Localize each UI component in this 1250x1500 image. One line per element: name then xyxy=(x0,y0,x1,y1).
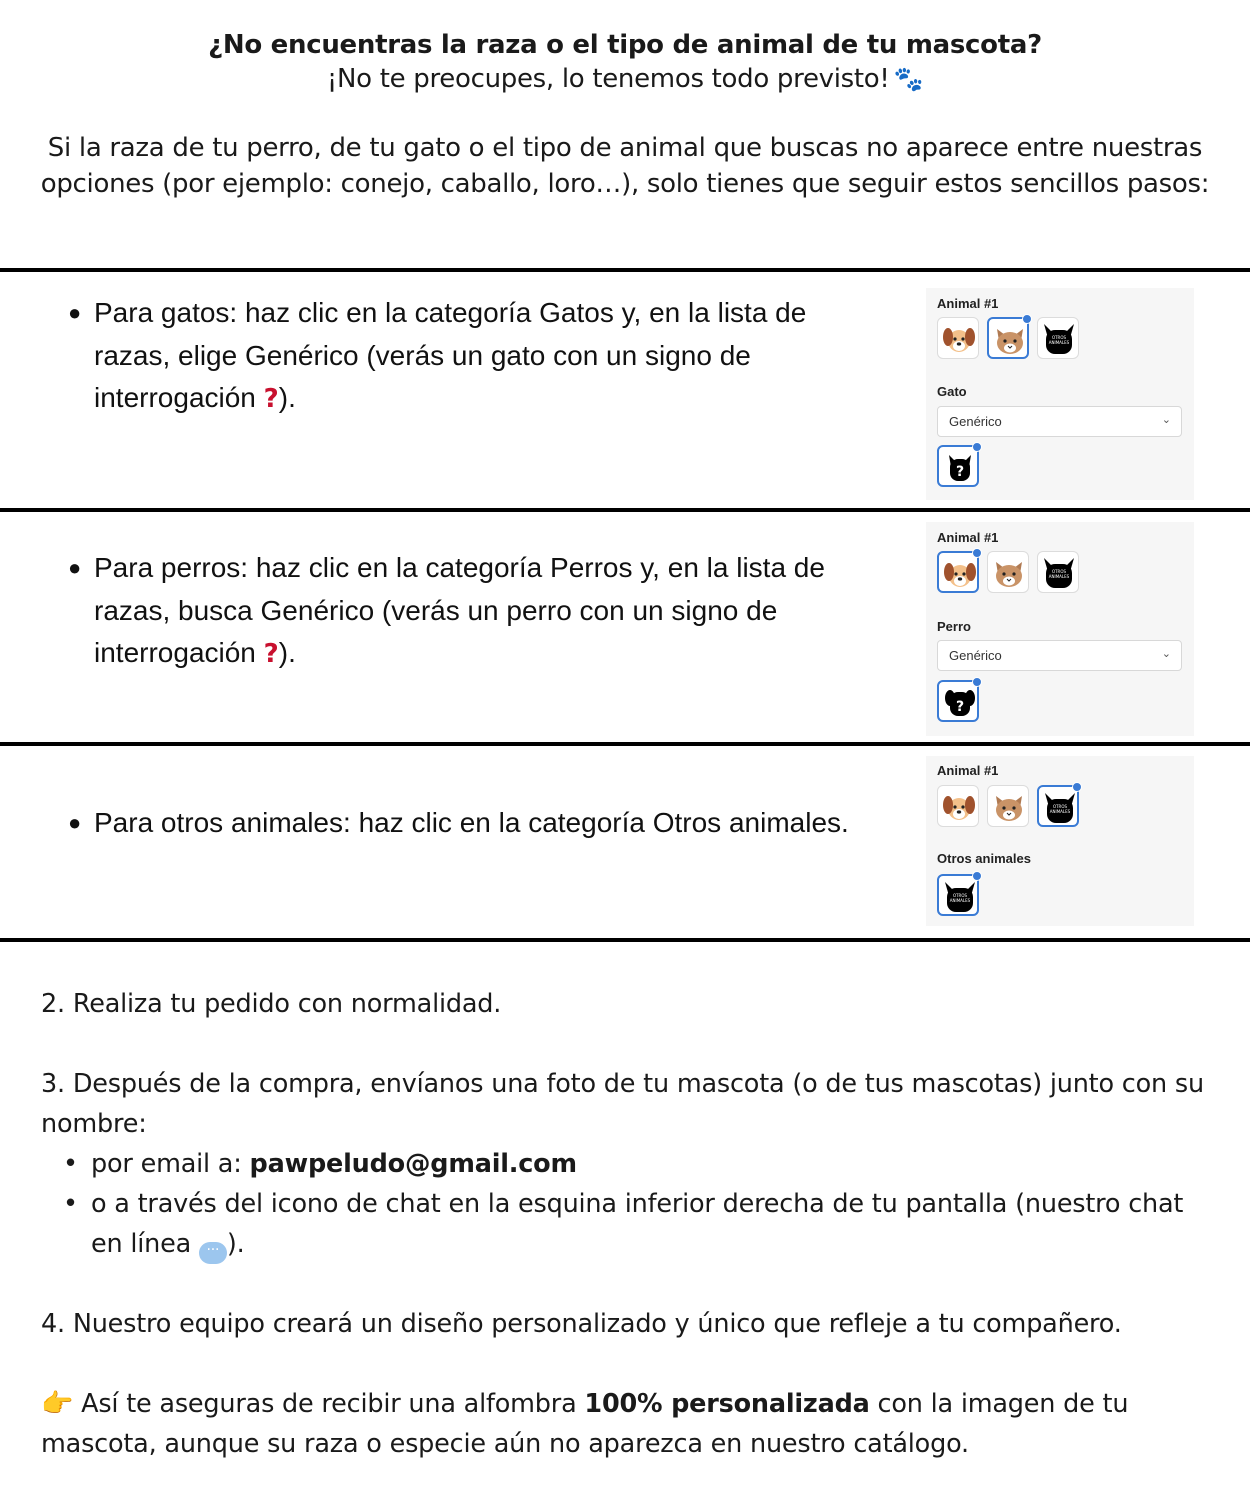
dog-selector-panel xyxy=(926,522,1194,736)
pointing-hand-icon: 👉 xyxy=(41,1389,74,1419)
svg-text:ANIMALES: ANIMALES xyxy=(1048,340,1070,345)
step-4: 4. Nuestro equipo creará un diseño personalizado y único que refleje a tu compañero. xyxy=(41,1309,1122,1339)
animal-label: Animal #1 xyxy=(937,763,999,778)
svg-text:OTROS: OTROS xyxy=(1052,804,1068,809)
divider xyxy=(0,938,1250,942)
bullet: ● xyxy=(68,300,82,325)
animal-label: Animal #1 xyxy=(937,530,999,545)
dog-category-tile[interactable] xyxy=(937,785,979,827)
paw-prints-icon: 🐾 xyxy=(893,65,924,93)
cat-face-icon xyxy=(991,321,1029,359)
cat-face-icon xyxy=(990,788,1028,826)
svg-text:OTROS: OTROS xyxy=(1051,335,1067,340)
other-animals-selected-tile[interactable] xyxy=(937,874,979,916)
step-3: 3. Después de la compra, envíanos una foto de tu mascota (o de tus mascotas) junto con su nombre: xyxy=(41,1069,1204,1139)
dog-category-tile[interactable] xyxy=(937,317,979,359)
breed-select[interactable] xyxy=(937,640,1182,671)
dog-face-icon xyxy=(940,788,978,826)
question-mark-icon: ? xyxy=(263,384,279,414)
svg-text:?: ? xyxy=(955,699,965,715)
svg-text:OTROS: OTROS xyxy=(952,893,968,898)
bullet: ● xyxy=(68,555,82,580)
other-animals-tile[interactable] xyxy=(1037,785,1079,827)
subtitle-text: ¡No te preocupes, lo tenemos todo previsto! xyxy=(326,64,890,94)
header xyxy=(0,28,1250,202)
divider xyxy=(0,508,1250,512)
cat-category-tile[interactable] xyxy=(987,551,1029,593)
other-animals-icon xyxy=(941,878,979,916)
other-animals-tile[interactable] xyxy=(1037,317,1079,359)
category-label: Gato xyxy=(937,384,967,399)
generic-dog-tile[interactable] xyxy=(937,680,979,722)
email-link[interactable]: pawpeludo@gmail.com xyxy=(249,1149,577,1179)
step-others-text: ● Para otros animales: haz clic en la categoría Otros animales. xyxy=(68,802,858,845)
page-title: ¿No encuentras la raza o el tipo de animal de tu mascota? xyxy=(208,30,1042,60)
dog-face-icon xyxy=(941,555,979,593)
other-animals-icon xyxy=(1041,789,1079,827)
breed-select[interactable] xyxy=(937,406,1182,437)
other-animals-tile[interactable] xyxy=(1037,551,1079,593)
category-label: Otros animales xyxy=(937,851,1031,866)
svg-text:?: ? xyxy=(955,464,965,480)
svg-text:ANIMALES: ANIMALES xyxy=(1049,809,1071,814)
svg-text:OTROS: OTROS xyxy=(1051,569,1067,574)
cat-category-tile[interactable] xyxy=(987,317,1029,359)
bullet: ● xyxy=(68,810,82,835)
lower-steps xyxy=(41,984,1221,1464)
svg-text:ANIMALES: ANIMALES xyxy=(1048,574,1070,579)
dog-category-tile[interactable] xyxy=(937,551,979,593)
cat-face-icon xyxy=(990,554,1028,592)
intro-paragraph: Si la raza de tu perro, de tu gato o el tipo de animal que buscas no aparece entre nuestras opciones (por ejemplo: conejo, caballo, loro…), solo tienes que seguir estos sencillos pasos: xyxy=(40,133,1210,199)
other-animals-icon xyxy=(1040,554,1078,592)
cat-selector-panel xyxy=(926,288,1194,500)
bullet: • xyxy=(63,1189,78,1219)
bullet: • xyxy=(63,1149,78,1179)
svg-text:ANIMALES: ANIMALES xyxy=(949,898,971,903)
divider xyxy=(0,268,1250,272)
step-2: 2. Realiza tu pedido con normalidad. xyxy=(41,989,502,1019)
select-value: Genérico xyxy=(949,414,1002,429)
dog-face-icon xyxy=(940,320,978,358)
generic-cat-tile[interactable] xyxy=(937,445,979,487)
other-animals-icon xyxy=(1040,320,1078,358)
step-dogs-text: ● Para perros: haz clic en la categoría Perros y, en la lista de razas, busca Genérico (verás un perro con un signo de interrogación ?). xyxy=(68,547,858,676)
cat-category-tile[interactable] xyxy=(987,785,1029,827)
page-subtitle xyxy=(0,62,1250,96)
divider xyxy=(0,742,1250,746)
question-mark-icon: ? xyxy=(263,639,279,669)
chevron-down-icon: ⌄ xyxy=(1161,414,1171,426)
category-label: Perro xyxy=(937,619,971,634)
final-note: 👉 Así te aseguras de recibir una alfombra 100% personalizada con la imagen de tu mascota, aunque su raza o especie aún no aparezca en nuestro catálogo. xyxy=(41,1384,1221,1464)
email-item: • por email a: pawpeludo@gmail.com xyxy=(41,1144,1221,1184)
generic-dog-icon xyxy=(941,684,979,722)
select-value: Genérico xyxy=(949,648,1002,663)
animal-label: Animal #1 xyxy=(937,296,999,311)
chat-bubble-icon: ··· xyxy=(199,1242,227,1264)
step-cats-text: ● Para gatos: haz clic en la categoría Gatos y, en la lista de razas, elige Genérico (verás un gato con un signo de interrogación ?). xyxy=(68,292,858,421)
generic-cat-icon xyxy=(941,449,979,487)
chevron-down-icon: ⌄ xyxy=(1161,648,1171,660)
chat-item: • o a través del icono de chat en la esquina inferior derecha de tu pantalla (nuestro chat en línea ··· ). xyxy=(41,1184,1221,1264)
others-selector-panel xyxy=(926,756,1194,926)
